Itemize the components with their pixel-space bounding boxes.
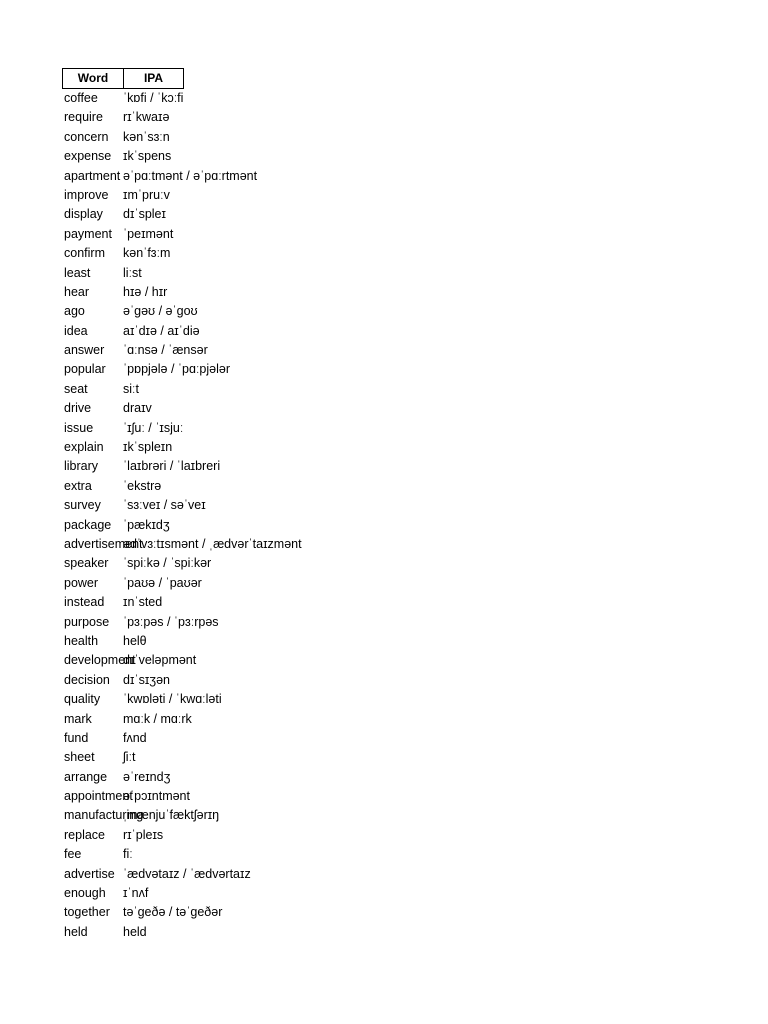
word-cell: coffee [64,91,98,105]
word-cell: mark [64,711,92,726]
word-cell: apartment [64,168,121,183]
word-cell: fund [64,730,89,745]
ipa-cell: ɪmˈpruːv [123,187,170,202]
table-row [62,477,302,496]
ipa-cell: ɪnˈsted [123,595,163,610]
ipa-cell: liːst [123,265,142,280]
word-cell: replace [64,827,105,842]
header-word: Word [62,68,124,89]
ipa-cell: dɪˈveləpmənt [123,653,197,668]
table-row [62,186,302,205]
word-cell: arrange [64,769,108,784]
table-row [62,613,302,632]
table-row [62,806,302,825]
table-row [62,554,302,573]
ipa-cell: hɪə / hɪr [123,284,168,299]
word-cell: survey [64,498,101,513]
ipa-cell: ɪkˈspleɪn [123,440,173,455]
ipa-cell: ˈɪʃuː / ˈɪsjuː [123,420,184,435]
table-row [62,729,302,748]
table-row [62,865,302,884]
table-row [62,884,302,903]
word-cell: popular [64,362,106,377]
ipa-cell: held [123,924,147,939]
table-row [62,419,302,438]
ipa-cell: təˈgeðə / təˈgeðər [123,905,223,920]
header-ipa: IPA [123,68,184,89]
word-cell: require [64,110,103,125]
table-row [62,302,302,321]
ipa-cell: ˈædvətaɪz / ˈædvərtaɪz [123,866,251,881]
table-row [62,264,302,283]
table-row [62,360,302,379]
ipa-cell: ədˈvɜːtɪsmənt / ˌædvərˈtaɪzmənt [123,536,302,551]
word-cell: quality [64,692,101,707]
ipa-cell: ˈspiːkə / ˈspiːkər [123,556,212,571]
word-cell: package [64,517,112,532]
ipa-cell: kənˈfɜːm [123,246,171,261]
table-row [62,748,302,767]
table-row [62,671,302,690]
word-cell: purpose [64,614,110,629]
table-row [62,787,302,806]
word-cell: explain [64,440,104,455]
ipa-cell: ˈsɜːveɪ / səˈveɪ [123,498,206,513]
ipa-cell: ˈlaɪbrəri / ˈlaɪbreri [123,459,221,474]
table-row [62,341,302,360]
ipa-cell: əˈpɑːtmənt / əˈpɑːrtmənt [123,168,258,183]
word-cell: least [64,265,91,280]
table-row [62,205,302,224]
ipa-cell: rɪˈkwaɪə [123,110,170,125]
table-row [62,923,302,942]
table-row [62,283,302,302]
table-row [62,380,302,399]
ipa-cell: helθ [123,633,147,648]
word-cell: idea [64,323,88,338]
ipa-cell: ˈkwɒləti / ˈkwɑːləti [123,692,222,707]
ipa-cell: draɪv [123,401,152,416]
word-cell: drive [64,401,92,416]
word-cell: development [64,653,136,668]
ipa-cell: rɪˈpleɪs [123,827,164,842]
table-row [62,167,302,186]
word-cell: hear [64,284,90,299]
table-row [62,632,302,651]
ipa-cell: ˈpækɪdʒ [123,517,170,532]
word-cell: confirm [64,246,105,261]
word-cell: speaker [64,556,109,571]
word-cell: extra [64,478,92,493]
table-row [62,651,302,670]
word-cell: issue [64,420,94,435]
word-cell: display [64,207,103,222]
ipa-cell: əˈpɔɪntmənt [123,789,190,804]
word-cell: answer [64,343,105,358]
word-cell: expense [64,149,112,164]
word-cell: instead [64,595,105,610]
table-row [62,322,302,341]
word-cell: fee [64,847,82,862]
table-row [62,574,302,593]
ipa-cell: ˈpɒpjələ / ˈpɑːpjələr [123,362,231,377]
ipa-cell: ˈpaʊə / ˈpaʊər [123,575,202,590]
ipa-cell: siːt [123,381,139,396]
word-cell: power [64,575,99,590]
ipa-cell: kənˈsɜːn [123,129,170,144]
table-row [62,593,302,612]
ipa-cell: ɪˈnʌf [123,886,149,901]
ipa-cell: əˈreɪndʒ [123,769,171,784]
table-row [62,903,302,922]
table-row [62,768,302,787]
table-row [62,244,302,263]
ipa-cell: ˈpeɪmənt [123,226,174,241]
table-row [62,710,302,729]
table-row [62,457,302,476]
word-cell: improve [64,187,109,202]
table-row [62,89,302,108]
table-row [62,690,302,709]
table-row [62,147,302,166]
table-row [62,516,302,535]
ipa-cell: dɪˈspleɪ [123,207,166,222]
vocabulary-table [62,68,302,942]
word-cell: sheet [64,750,95,765]
ipa-cell: dɪˈsɪʒən [123,672,170,687]
table-row [62,826,302,845]
word-cell: decision [64,672,110,687]
table-body [62,89,302,942]
table-row [62,438,302,457]
word-cell: held [64,924,88,939]
ipa-cell: ˈpɜːpəs / ˈpɜːrpəs [123,614,219,629]
table-row [62,535,302,554]
word-cell: seat [64,381,88,396]
word-cell: ago [64,304,85,319]
ipa-cell: ʃiːt [123,750,136,765]
ipa-cell: mɑːk / mɑːrk [123,711,192,726]
table-row [62,845,302,864]
table-row [62,399,302,418]
table-row [62,128,302,147]
ipa-cell: ˌmænjuˈfæktʃərɪŋ [123,808,220,823]
ipa-cell: ˈkɒfi / ˈkɔːfi [123,91,184,105]
word-cell: manufacturing [64,808,144,823]
table-header [62,68,302,88]
table-row [62,108,302,127]
ipa-cell: ɪkˈspens [123,149,172,164]
word-cell: payment [64,226,112,241]
table-row [62,225,302,244]
word-cell: appointment [64,789,133,804]
ipa-cell: aɪˈdɪə / aɪˈdiə [123,323,200,338]
ipa-cell: ˈɑːnsə / ˈænsər [123,343,208,358]
word-cell: enough [64,886,106,901]
ipa-cell: əˈgəʊ / əˈgoʊ [123,304,198,319]
word-cell: together [64,905,110,920]
word-cell: advertisement [64,536,143,551]
ipa-cell: ˈekstrə [123,478,162,493]
table-row [62,496,302,515]
word-cell: advertise [64,866,115,881]
ipa-cell: fʌnd [123,730,147,745]
word-cell: library [64,459,99,474]
word-cell: health [64,633,99,648]
word-cell: concern [64,129,109,144]
ipa-cell: fiː [123,847,133,862]
